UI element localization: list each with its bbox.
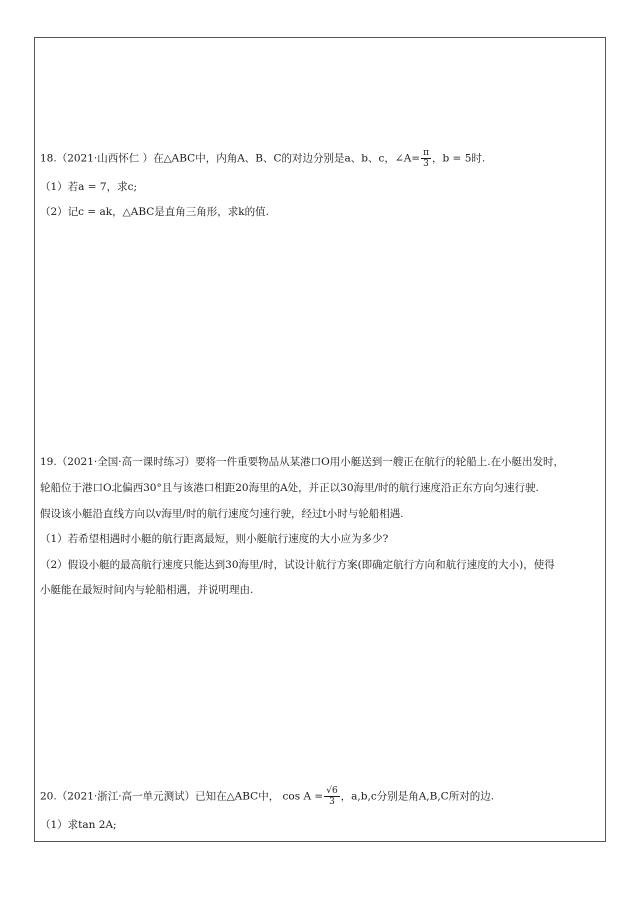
q18-angle-fraction [421, 148, 431, 169]
q20-cos-label: cos A = [282, 790, 324, 803]
q18-part2: （2）记c = ak，△ABC是直角三角形，求k的值. [40, 206, 269, 218]
q20-header [40, 786, 494, 807]
q20-header-text: 20.（2021·浙江·高一单元测试）已知在△ABC中， [40, 790, 280, 803]
q18-fraction-numerator: π [423, 148, 429, 158]
q20-fraction-numerator: √6 [326, 786, 338, 796]
q18-fraction-denominator: 3 [423, 159, 429, 169]
q19-part2b: 小艇能在最短时间内与轮船相遇，并说明理由. [40, 584, 254, 596]
q18-header [40, 148, 485, 169]
q19-line2: 轮船位于港口O北偏西30°且与该港口相距20海里的A处，并正以30海里/时的航行速度沿正东方向匀速行驶. [40, 482, 539, 494]
q20-fraction-denominator: 3 [329, 797, 335, 807]
q19-line1: 19.（2021·全国·高一课时练习）要将一件重要物品从某港口O用小艇送到一艘正在航行的轮船上.在小艇出发时， [40, 456, 565, 468]
q18-header-tail: ，b = 5时. [432, 152, 486, 165]
q18-part1: （1）若a = 7，求c; [40, 181, 138, 193]
q20-part1: （1）求tan 2A; [40, 819, 117, 831]
q19-part1: （1）若希望相遇时小艇的航行距离最短，则小艇航行速度的大小应为多少? [40, 533, 389, 545]
q19-part2a: （2）假设小艇的最高航行速度只能达到30海里/时，试设计航行方案(即确定航行方向和航行速度的大小)，使得 [40, 559, 555, 571]
q19-line3: 假设该小艇沿直线方向以v海里/时的航行速度匀速行驶，经过t小时与轮船相遇. [40, 508, 404, 520]
q18-header-text: 18.（2021·山西怀仁 ）在△ABC中，内角A、B、C的对边分别是a、b、c，∠A= [40, 152, 421, 165]
q20-header-tail: ，a,b,c分别是角A,B,C所对的边. [340, 790, 495, 803]
q20-cos-fraction [324, 786, 339, 807]
